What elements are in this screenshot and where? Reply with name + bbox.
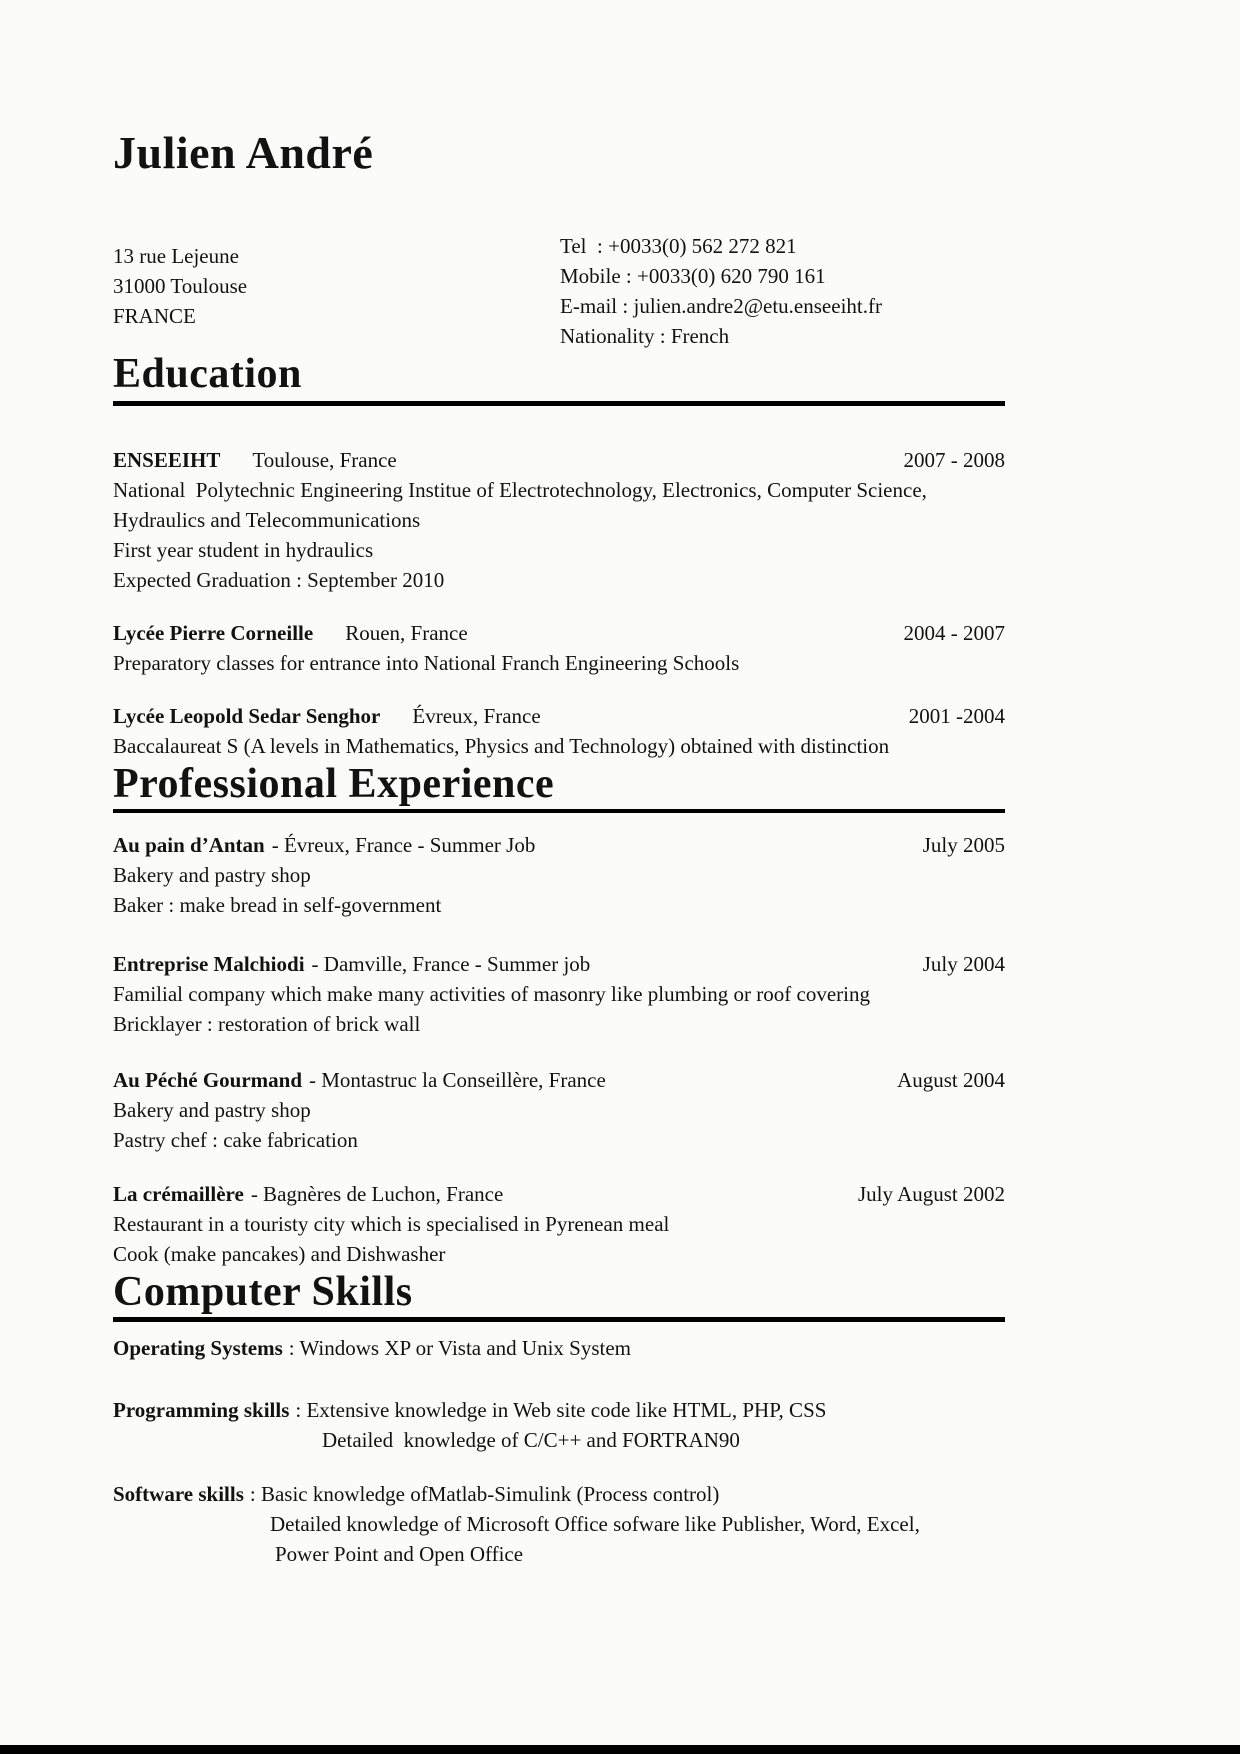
address-line: 31000 Toulouse: [113, 274, 248, 298]
address-line: FRANCE: [113, 304, 196, 328]
school-location: Rouen, France: [345, 621, 468, 645]
company-detail: - Montastruc la Conseillère, France: [309, 1068, 606, 1092]
skill-text: : Windows XP or Vista and Unix System: [288, 1336, 632, 1360]
education-entry: [113, 701, 1005, 761]
experience-entry-title: [113, 1179, 1005, 1209]
experience-entry: [113, 830, 1005, 920]
skill-continuation-line: Power Point and Open Office: [275, 1542, 524, 1566]
experience-desc-line: Baker : make bread in self-government: [113, 893, 442, 917]
education-dates: 2004 - 2007: [903, 621, 1005, 645]
address-line: 13 rue Lejeune: [113, 244, 239, 268]
company-name: La crémaillère: [113, 1182, 244, 1206]
experience-dates: July 2005: [922, 833, 1005, 857]
school-and-location: [113, 618, 468, 648]
education-desc-line: National Polytechnic Engineering Institue of Electrotechnology, Electronics, Computer Science,: [113, 478, 927, 502]
email-line: E-mail : julien.andre2@etu.enseeiht.fr: [560, 294, 882, 318]
experience-desc-line: Bricklayer : restoration of brick wall: [113, 1012, 421, 1036]
skill-label: Programming skills: [113, 1398, 290, 1422]
nationality-line: Nationality : French: [560, 324, 730, 348]
experience-desc-line: Pastry chef : cake fabrication: [113, 1128, 358, 1152]
experience-entry: [113, 1179, 1005, 1269]
person-name: Julien André: [113, 127, 374, 178]
experience-entry-title: [113, 949, 1005, 979]
skill-continuation-line: Detailed knowledge of Microsoft Office sofware like Publisher, Word, Excel,: [270, 1512, 920, 1536]
skill-item: [113, 1395, 1005, 1455]
company-and-detail: [113, 1065, 606, 1095]
experience-entry: [113, 949, 1005, 1039]
education-entry-title: [113, 618, 1005, 648]
school-location: Toulouse, France: [252, 448, 397, 472]
postal-address: [113, 231, 560, 351]
skill-item: [113, 1333, 1005, 1363]
company-and-detail: [113, 1179, 503, 1209]
experience-entry-title: [113, 1065, 1005, 1095]
company-detail: - Évreux, France - Summer Job: [271, 833, 536, 857]
education-entry-title: [113, 445, 1005, 475]
school-and-location: [113, 701, 541, 731]
company-name: Au pain d’Antan: [113, 833, 265, 857]
school-location: Évreux, France: [412, 704, 541, 728]
company-name: Entreprise Malchiodi: [113, 952, 305, 976]
education-desc-line: Hydraulics and Telecommunications: [113, 508, 421, 532]
education-entry: [113, 618, 1005, 678]
experience-heading: Professional Experience: [113, 761, 1005, 813]
school-name: ENSEEIHT: [113, 448, 221, 472]
education-desc-line: First year student in hydraulics: [113, 538, 374, 562]
education-entry: [113, 445, 1005, 595]
education-dates: 2007 - 2008: [903, 448, 1005, 472]
experience-dates: July August 2002: [857, 1182, 1005, 1206]
mobile-line: Mobile : +0033(0) 620 790 161: [560, 264, 826, 288]
company-detail: - Damville, France - Summer job: [311, 952, 591, 976]
skill-first-line: [113, 1479, 1005, 1509]
skill-text: : Extensive knowledge in Web site code like HTML, PHP, CSS: [295, 1398, 827, 1422]
skill-first-line: [113, 1395, 1005, 1425]
school-name: Lycée Pierre Corneille: [113, 621, 314, 645]
education-dates: 2001 -2004: [908, 704, 1005, 728]
skill-item: [113, 1479, 1005, 1569]
skill-continuation-line: Detailed knowledge of C/C++ and FORTRAN90: [322, 1428, 740, 1452]
skill-label: Operating Systems: [113, 1336, 283, 1360]
contact-details: [560, 231, 1005, 351]
resume-content: [113, 0, 1005, 1569]
phone-line: Tel : +0033(0) 562 272 821: [560, 234, 797, 258]
company-and-detail: [113, 949, 590, 979]
experience-entry: [113, 1065, 1005, 1155]
skill-label: Software skills: [113, 1482, 244, 1506]
page-bottom-scan-edge: [0, 1745, 1240, 1754]
company-detail: - Bagnères de Luchon, France: [250, 1182, 504, 1206]
education-entry-title: [113, 701, 1005, 731]
experience-dates: July 2004: [922, 952, 1005, 976]
experience-desc-line: Restaurant in a touristy city which is specialised in Pyrenean meal: [113, 1212, 670, 1236]
experience-desc-line: Cook (make pancakes) and Dishwasher: [113, 1242, 446, 1266]
education-desc-line: Preparatory classes for entrance into National Franch Engineering Schools: [113, 651, 740, 675]
experience-entry-title: [113, 830, 1005, 860]
experience-desc-line: Bakery and pastry shop: [113, 1098, 311, 1122]
school-name: Lycée Leopold Sedar Senghor: [113, 704, 381, 728]
computer-skills-heading: Computer Skills: [113, 1269, 1005, 1322]
experience-desc-line: Bakery and pastry shop: [113, 863, 311, 887]
experience-dates: August 2004: [897, 1068, 1005, 1092]
education-desc-line: Baccalaureat S (A levels in Mathematics, Physics and Technology) obtained with distinction: [113, 734, 890, 758]
contact-block: [113, 231, 1005, 351]
skill-text: : Basic knowledge ofMatlab-Simulink (Process control): [249, 1482, 720, 1506]
company-name: Au Péché Gourmand: [113, 1068, 302, 1092]
experience-desc-line: Familial company which make many activities of masonry like plumbing or roof covering: [113, 982, 870, 1006]
company-and-detail: [113, 830, 535, 860]
education-heading: Education: [113, 351, 1005, 406]
school-and-location: [113, 445, 397, 475]
education-desc-line: Expected Graduation : September 2010: [113, 568, 445, 592]
